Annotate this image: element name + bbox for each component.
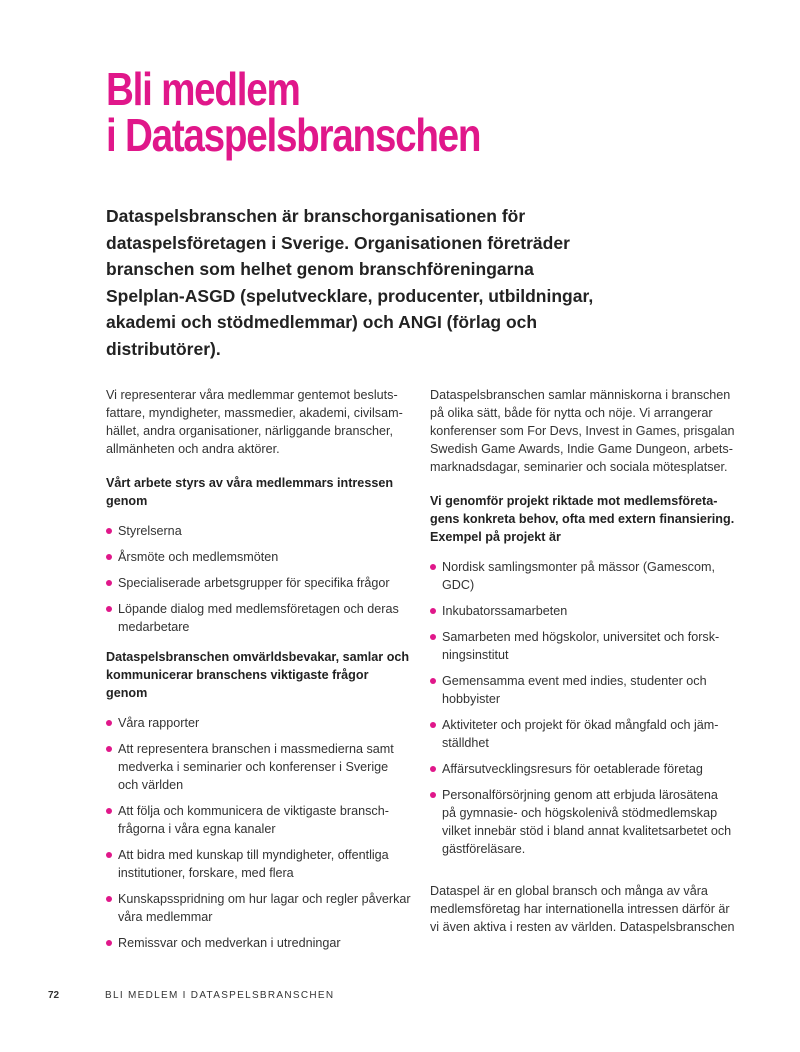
bullet-icon: [106, 808, 112, 814]
bullet-icon: [106, 940, 112, 946]
page-footer: [48, 990, 335, 1001]
page-title-line-1: Bli medlem: [106, 63, 300, 115]
list-item: Personalförsörjning genom att erbjuda lärosätena på gymnasie- och högskolenivå stödmedlemskap vilket innebär stöd i bland annat kvalitetsarbetet och gästföreläsare.: [430, 786, 735, 858]
right-heading: Vi genomför projekt riktade mot medlemsföretagens konkreta behov, ofta med extern finansiering. Exempel på projekt är: [430, 494, 735, 544]
lead-paragraph: Dataspelsbranschen är branschorganisationen för dataspelsföretagen i Sverige. Organisationen företräder branschen som helhet genom branschföreningarna Spelplan-ASGD (spelutvecklare, producenter, utbildningar, akademi och stödmedlemmar) och ANGI (förlag och distributörer).: [106, 206, 594, 359]
left-heading-2: Dataspelsbranschen omvärldsbevakar, samlar och kommunicerar branschens viktigaste frågor genom: [106, 650, 410, 700]
bullet-icon: [106, 606, 112, 612]
right-column: [430, 386, 735, 936]
list-item: Att bidra med kunskap till myndigheter, offentliga institutioner, forskare, med flera: [106, 846, 411, 882]
page-title-line-2: i Dataspelsbranschen: [106, 109, 481, 161]
left-column: [106, 386, 411, 964]
right-intro: Dataspelsbranschen samlar människorna i branschen på olika sätt, både för nytta och nöje. Vi arrangerar konferenser som For Devs, Invest in Games, prisgalan Swedish Game Awards, Indie Game Dungeon, arbetsmarknadsdagar, seminarier och sociala mötesplatser.: [430, 388, 735, 474]
list-item: Styrelserna: [106, 522, 411, 540]
list-item: Aktiviteter och projekt för ökad mångfald och jämställdhet: [430, 716, 735, 752]
page-title: [106, 63, 481, 161]
left-intro: Vi representerar våra medlemmar gentemot beslutsfattare, myndigheter, massmedier, akademi, civilsamhället, andra organisationer, närliggande branscher, allmänheten och andra aktörer.: [106, 388, 403, 456]
bullet-icon: [106, 746, 112, 752]
list-item: Att följa och kommunicera de viktigaste branschfrågorna i våra egna kanaler: [106, 802, 411, 838]
list-item: Årsmöte och medlemsmöten: [106, 548, 411, 566]
right-outro: Dataspel är en global bransch och många av våra medlemsföretag har internationella intressen därför är vi även aktiva i resten av världen. Dataspelsbranschen: [430, 884, 735, 934]
right-list: [430, 558, 735, 858]
list-item: Löpande dialog med medlemsföretagen och deras medarbetare: [106, 600, 411, 636]
list-item: Att representera branschen i massmedierna samt medverka i seminarier och konferenser i Sverige och världen: [106, 740, 411, 794]
list-item: Samarbeten med högskolor, universitet och forskningsinstitut: [430, 628, 735, 664]
list-item: Gemensamma event med indies, studenter och hobbyister: [430, 672, 735, 708]
bullet-icon: [430, 608, 436, 614]
list-item: Våra rapporter: [106, 714, 411, 732]
list-item: Affärsutvecklingsresurs för oetablerade företag: [430, 760, 735, 778]
left-heading-1: Vårt arbete styrs av våra medlemmars intressen genom: [106, 476, 394, 508]
page-number: 72: [48, 990, 60, 1001]
bullet-icon: [106, 720, 112, 726]
list-item: Kunskapsspridning om hur lagar och regler påverkar våra medlemmar: [106, 890, 411, 926]
bullet-icon: [430, 792, 436, 798]
left-list-2: [106, 714, 411, 952]
running-title: BLI MEDLEM I DATASPELSBRANSCHEN: [105, 990, 335, 1001]
bullet-icon: [430, 564, 436, 570]
bullet-icon: [106, 528, 112, 534]
list-item: Remissvar och medverkan i utredningar: [106, 934, 411, 952]
bullet-icon: [106, 896, 112, 902]
bullet-icon: [430, 634, 436, 640]
left-list-1: [106, 522, 411, 636]
bullet-icon: [106, 554, 112, 560]
bullet-icon: [430, 678, 436, 684]
bullet-icon: [430, 766, 436, 772]
bullet-icon: [430, 722, 436, 728]
list-item: Specialiserade arbetsgrupper för specifika frågor: [106, 574, 411, 592]
bullet-icon: [106, 852, 112, 858]
bullet-icon: [106, 580, 112, 586]
list-item: Inkubatorssamarbeten: [430, 602, 735, 620]
list-item: Nordisk samlingsmonter på mässor (Gamescom, GDC): [430, 558, 735, 594]
